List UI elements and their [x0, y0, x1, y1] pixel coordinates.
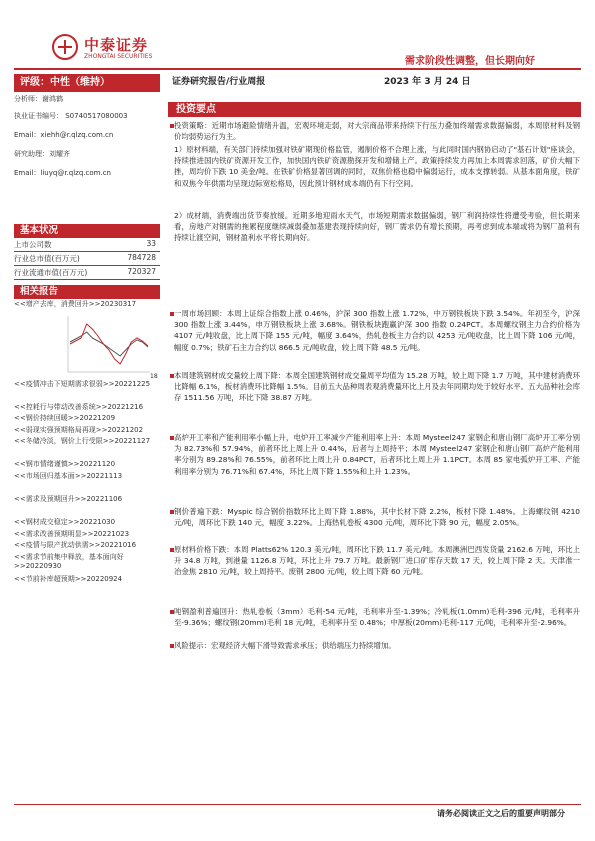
utilization-paragraph: 高炉开工率和产能利用率小幅上升，电炉开工率减少产能利用率上升：本周 Mysteel247 家钢企和唐山钢厂高炉开工率分别为 82.73%和 57.94%，前者环比上周上升 0.44%，后者与上周持平；本周 Mysteel247 家钢企和唐山钢厂高炉产能利用率分别为 89.28%和 76.55%，前者环比上周上升 0.84PCT，后者环比上周上升 1.1PCT。本周 85 家电弧炉开工率、产能利用率分别为 76.71%和 67.4%，环比上周下降 1.55%和上升 1.23%。: [174, 433, 580, 476]
company-name-en: ZHONGTAI SECURITIES: [84, 53, 153, 60]
header-divider: [14, 68, 581, 70]
report-date: 2023 年 3 月 24 日: [384, 77, 471, 87]
related-report-link[interactable]: <<市场回归基本面>>20221113: [14, 472, 123, 480]
related-report-link[interactable]: <<弱现实强预期格局再现>>20221202: [14, 426, 144, 434]
summary-paragraph: 投资策略：近期市场避险情绪升温，宏观环境走弱，对大宗商品带来持续下行压力叠加终端需求数据偏弱，本周原材料及钢价均弱势运行为主。: [174, 121, 580, 142]
related-report-link[interactable]: <<疫情冲击下短期需求很弱>>20221225: [14, 380, 151, 388]
raw-material-paragraph: 1）原材料端，有关部门持续加强对铁矿期现价格监管，遏制价格不合理上涨，与此同时国内钢协启动了"基石计划"座谈会，持续推进国内铁矿资源开发工作，加快国内铁矿资源勘探开发和增储上产。政策持续发力再加上本周需求回落，矿价大幅下挫，周均价下跌 10 美金/吨。在铁矿价格显著回调的同时，双焦价格也稳中偏弱运行，成本支撑转弱。从基本面角度，铁矿和双焦今年供需均呈现边际宽松格局，因此预计钢材成本端仍有下行空间。: [174, 145, 580, 188]
basic-info-row: 上市公司数 33: [14, 239, 156, 249]
chart-tick-label: 18: [150, 373, 158, 380]
basic-info-title: 基本状况: [14, 224, 160, 238]
profit-paragraph: 吨钢盈利普遍回升：热轧卷板（3mm）毛利-54 元/吨，毛利率升至-1.39%；冷轧板(1.0mm)毛利-396 元/吨，毛利率升至-9.36%；螺纹钢(20mm)毛利 18 元/吨，毛利率升至 0.48%；中厚板(20mm)毛利-117 元/吨，毛利率升至-2.96%。: [174, 607, 580, 628]
raw-material-price-paragraph: 原材料价格下跌：本周 Platts62% 120.3 美元/吨，周环比下跌 11.7 美元/吨。本周澳洲巴西发货量 2162.6 万吨，环比上升 34.8 万吨，到港量 1126.8 万吨，环比上升 79.7 万吨。最新钢厂进口矿库存天数 17 天，较上周下降 2 天。天津准一冶金焦 2810 元/吨，较上周持平。废钢 2800 元/吨，较上周下降 60 元/吨。: [174, 545, 580, 577]
basic-info-row: 行业总市值(百万元) 784728: [14, 253, 156, 263]
analyst-email: Email：xiehh@r.qlzq.com.cn: [14, 131, 114, 139]
related-report-link[interactable]: <<钢价持续回暖>>20221209: [14, 414, 116, 422]
related-report-link[interactable]: <<控耗行与带动改善系统>>20221216: [14, 403, 144, 411]
related-report-link[interactable]: <<需求改善预期明显>>20221023: [14, 530, 130, 538]
related-report-link[interactable]: <<需求节前集中释放，基本面向好>>20220930: [14, 553, 124, 570]
basic-info-row: 行业流通市值(百万元) 720327: [14, 267, 156, 277]
risk-paragraph: 风险提示：宏观经济大幅下滑导致需求承压；供给端压力持续增加。: [174, 641, 396, 650]
analyst-cert: 执业证书编号： S0740517080003: [14, 112, 128, 120]
trade-volume-paragraph: 本周建筑钢材成交量较上周下降：本周全国建筑钢材成交量周平均值为 15.28 万吨，较上周下降 1.7 万吨，其中建材消费环比降幅 6.1%，板材消费环比降幅 1.5%。目前五大品种周表观消费量环比上月及去年同期均处于较好水平。五大品种社会库存 1511.56 万吨，环比下降 38.87 万吨。: [174, 371, 580, 403]
assistant-email: Email：liuyq@r.qlzq.com.cn: [14, 169, 111, 177]
analyst-name: 分析师：谢鸿鹤: [14, 95, 63, 103]
related-report-link[interactable]: <<冬储冷淡，钢价上行受限>>20221127: [14, 437, 151, 445]
related-report-link[interactable]: <<节前补库超预期>>20220924: [14, 575, 123, 583]
related-report-link[interactable]: <<疫情与限产扰动供需>>20221016: [14, 541, 137, 549]
row-divider: [14, 265, 160, 266]
report-type: 证券研究报告/行业周报: [172, 77, 266, 87]
related-report-link[interactable]: <<钢材成交稳定>>20221030: [14, 518, 116, 526]
report-headline: 需求阶段性调整，但长期向好: [405, 56, 535, 67]
row-divider: [14, 251, 160, 252]
company-name-cn: 中泰证券: [84, 36, 149, 54]
section-title: 投资要点: [168, 102, 581, 117]
logo-icon: [52, 34, 78, 60]
related-report-link[interactable]: <<需求及预期回升>>20221106: [14, 495, 123, 503]
price-chart: [18, 310, 158, 386]
footer-disclaimer: 请务必阅读正文之后的重要声明部分: [437, 809, 565, 818]
assistant-name: 研究助理：刘耀齐: [14, 150, 70, 158]
footer-divider: [14, 804, 581, 805]
company-logo: [52, 34, 162, 66]
market-review-paragraph: 一周市场回顾：本周上证综合指数上涨 0.46%，沪深 300 指数上涨 1.72%，中万钢铁板块下跌 3.54%。年初至今，沪深 300 指数上涨 3.44%，申万钢铁板块上涨 3.68%。钢铁板块跑赢沪深 300 指数 0.24PCT。本周螺纹钢主力合约价格为 4107 元/吨收盘，比上周下降 155 元/吨，幅度 3.64%，热轧卷板主力合约以 4253 元/吨收盘，比上周下降 106 元/吨，幅度 0.7%；铁矿石主力合约以 866.5 元/吨收盘，较上周下降 48.5 元/吨。: [174, 309, 580, 352]
row-divider: [14, 279, 160, 280]
related-report-link[interactable]: <<钢市情绪谨慎>>20221120: [14, 460, 116, 468]
steel-price-paragraph: 钢价普遍下跌：Myspic 综合钢价指数环比上周下降 1.88%，其中长材下降 2.2%，板材下降 1.48%。上海螺纹钢 4210 元/吨，周环比下跌 140 元，幅度 3.22%。上海热轧卷板 4300 元/吨，周环比下降 90 元，幅度 2.05%。: [174, 507, 580, 528]
rating-badge: 评级：中性（维持）: [14, 74, 160, 92]
related-reports-title: 相关报告: [14, 285, 160, 299]
finished-steel-paragraph: 2）成材端，消费端出货节奏放缓。近期多地迎雨水天气，市场短期需求数据偏弱，钢厂利润持续性将遭受考验，但长期来看，房地产对钢需的拖累程度继续减弱叠加基建表现持续向好，钢厂需求仍有增长预期，再考虑到成本端或将为钢厂盈利有持续让渡空间，钢材盈利水平将长期向好。: [174, 211, 580, 243]
related-report-link[interactable]: <<增产去库，消费回升>>20230317: [14, 300, 137, 308]
